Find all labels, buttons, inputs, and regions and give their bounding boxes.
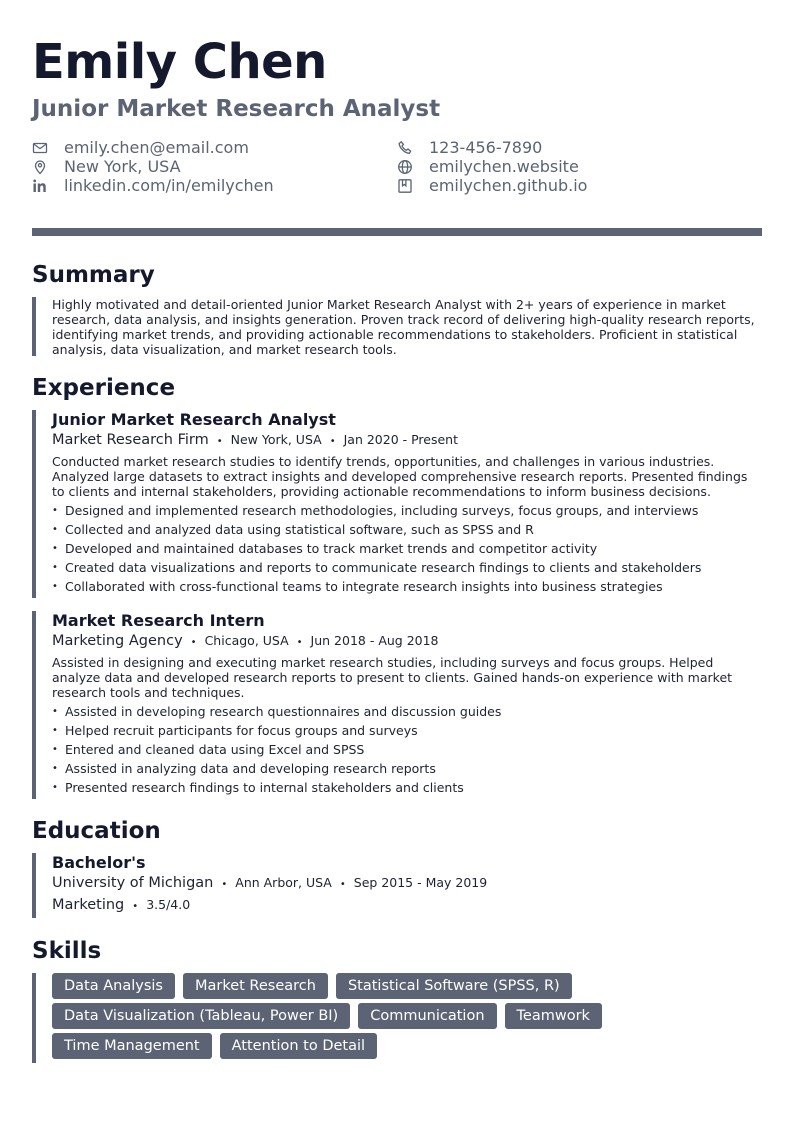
- list-item: • Helped recruit participants for focus groups and surveys: [52, 721, 762, 740]
- skill-tag: Data Visualization (Tableau, Power BI): [52, 1003, 350, 1029]
- list-item: • Collected and analyzed data using statistical software, such as SPSS and R: [52, 520, 762, 539]
- linkedin-text: linkedin.com/in/emilychen: [64, 176, 274, 195]
- company-name: Market Research Firm: [52, 432, 209, 448]
- gpa: 3.5/4.0: [146, 897, 191, 912]
- job-meta: [52, 432, 762, 453]
- job-title: Junior Market Research Analyst: [52, 410, 336, 429]
- job-location: New York, USA: [230, 432, 322, 447]
- skill-tag: Attention to Detail: [220, 1033, 377, 1059]
- location-text: New York, USA: [64, 157, 181, 176]
- separator-dot: •: [329, 436, 336, 447]
- list-item: • Collaborated with cross-functional teams to integrate research insights into business strategies: [52, 577, 762, 596]
- separator-dot: •: [221, 879, 228, 890]
- email-text: emily.chen@email.com: [64, 138, 249, 157]
- skill-tag: Data Analysis: [52, 973, 175, 999]
- skill-tag: Teamwork: [505, 1003, 602, 1029]
- phone-icon: [397, 140, 413, 156]
- summary-text: Highly motivated and detail-oriented Junior Market Research Analyst with 2+ years of experience in market research, data analysis, and insights generation. Proven track record of delivering high-quality research reports, identifying market trends, and providing actionable recommendations to stakeholders. Proficient in statistical analysis, data visualization, and market research tools.: [52, 297, 755, 357]
- candidate-title: Junior Market Research Analyst: [32, 96, 441, 122]
- field-of-study: Marketing: [52, 897, 125, 913]
- skills-list: [52, 973, 652, 1063]
- job-dates: Jan 2020 - Present: [343, 432, 459, 447]
- summary-section: [32, 297, 762, 356]
- school-name: University of Michigan: [52, 875, 214, 891]
- job-bullets: [52, 501, 762, 596]
- separator-dot: •: [296, 637, 303, 648]
- globe-icon: [397, 159, 413, 175]
- separator-dot: •: [339, 879, 346, 890]
- job-description: Conducted market research studies to identify trends, opportunities, and challenges in various industries. Analyzed large datasets to extract insights and developed comprehensive research reports. Presented findings to clients and internal stakeholders, providing actionable recommendations to inform business decisions.: [52, 454, 748, 499]
- job-location: Chicago, USA: [204, 633, 289, 648]
- linkedin-icon: [32, 178, 48, 194]
- job-description: Assisted in designing and executing market research studies, including surveys and focus groups. Helped analyze data and developed research reports to present to clients. Gained hands-on experience with market research tools and techniques.: [52, 655, 733, 700]
- education-entry: [32, 853, 762, 918]
- degree: Bachelor's: [52, 853, 146, 872]
- separator-dot: •: [216, 436, 223, 447]
- website-text: emilychen.website: [429, 157, 579, 176]
- list-item: • Designed and implemented research methodologies, including surveys, focus groups, and interviews: [52, 501, 762, 520]
- experience-heading: Experience: [32, 375, 176, 401]
- separator-dot: •: [190, 637, 197, 648]
- experience-entry: [32, 611, 762, 799]
- separator-dot: •: [132, 901, 139, 912]
- company-name: Marketing Agency: [52, 633, 183, 649]
- phone-text: 123-456-7890: [429, 138, 543, 157]
- skill-tag: Communication: [358, 1003, 496, 1029]
- job-dates: Jun 2018 - Aug 2018: [310, 633, 439, 648]
- list-item: • Entered and cleaned data using Excel and SPSS: [52, 740, 762, 759]
- location-pin-icon: [32, 159, 48, 175]
- list-item: • Created data visualizations and reports to communicate research findings to clients and stakeholders: [52, 558, 762, 577]
- list-item: • Assisted in developing research questionnaires and discussion guides: [52, 702, 762, 721]
- header-divider: [32, 228, 762, 236]
- skills-section: [32, 973, 762, 1063]
- education-heading: Education: [32, 818, 161, 844]
- job-meta: [52, 633, 762, 654]
- candidate-name: Emily Chen: [32, 34, 327, 90]
- skill-tag: Statistical Software (SPSS, R): [336, 973, 572, 999]
- skill-tag: Time Management: [52, 1033, 212, 1059]
- education-field-meta: [52, 897, 762, 919]
- experience-entry: [32, 410, 762, 598]
- github-text: emilychen.github.io: [429, 176, 588, 195]
- contact-list: [32, 138, 762, 198]
- education-meta: [52, 875, 762, 897]
- skill-tag: Market Research: [183, 973, 328, 999]
- summary-heading: Summary: [32, 262, 155, 288]
- job-title: Market Research Intern: [52, 611, 265, 630]
- repository-icon: [397, 178, 413, 194]
- school-location: Ann Arbor, USA: [235, 875, 332, 890]
- education-dates: Sep 2015 - May 2019: [353, 875, 488, 890]
- list-item: • Assisted in analyzing data and developing research reports: [52, 759, 762, 778]
- list-item: • Developed and maintained databases to track market trends and competitor activity: [52, 539, 762, 558]
- skills-heading: Skills: [32, 938, 102, 964]
- job-bullets: [52, 702, 762, 797]
- mail-icon: [32, 140, 48, 156]
- list-item: • Presented research findings to internal stakeholders and clients: [52, 778, 762, 797]
